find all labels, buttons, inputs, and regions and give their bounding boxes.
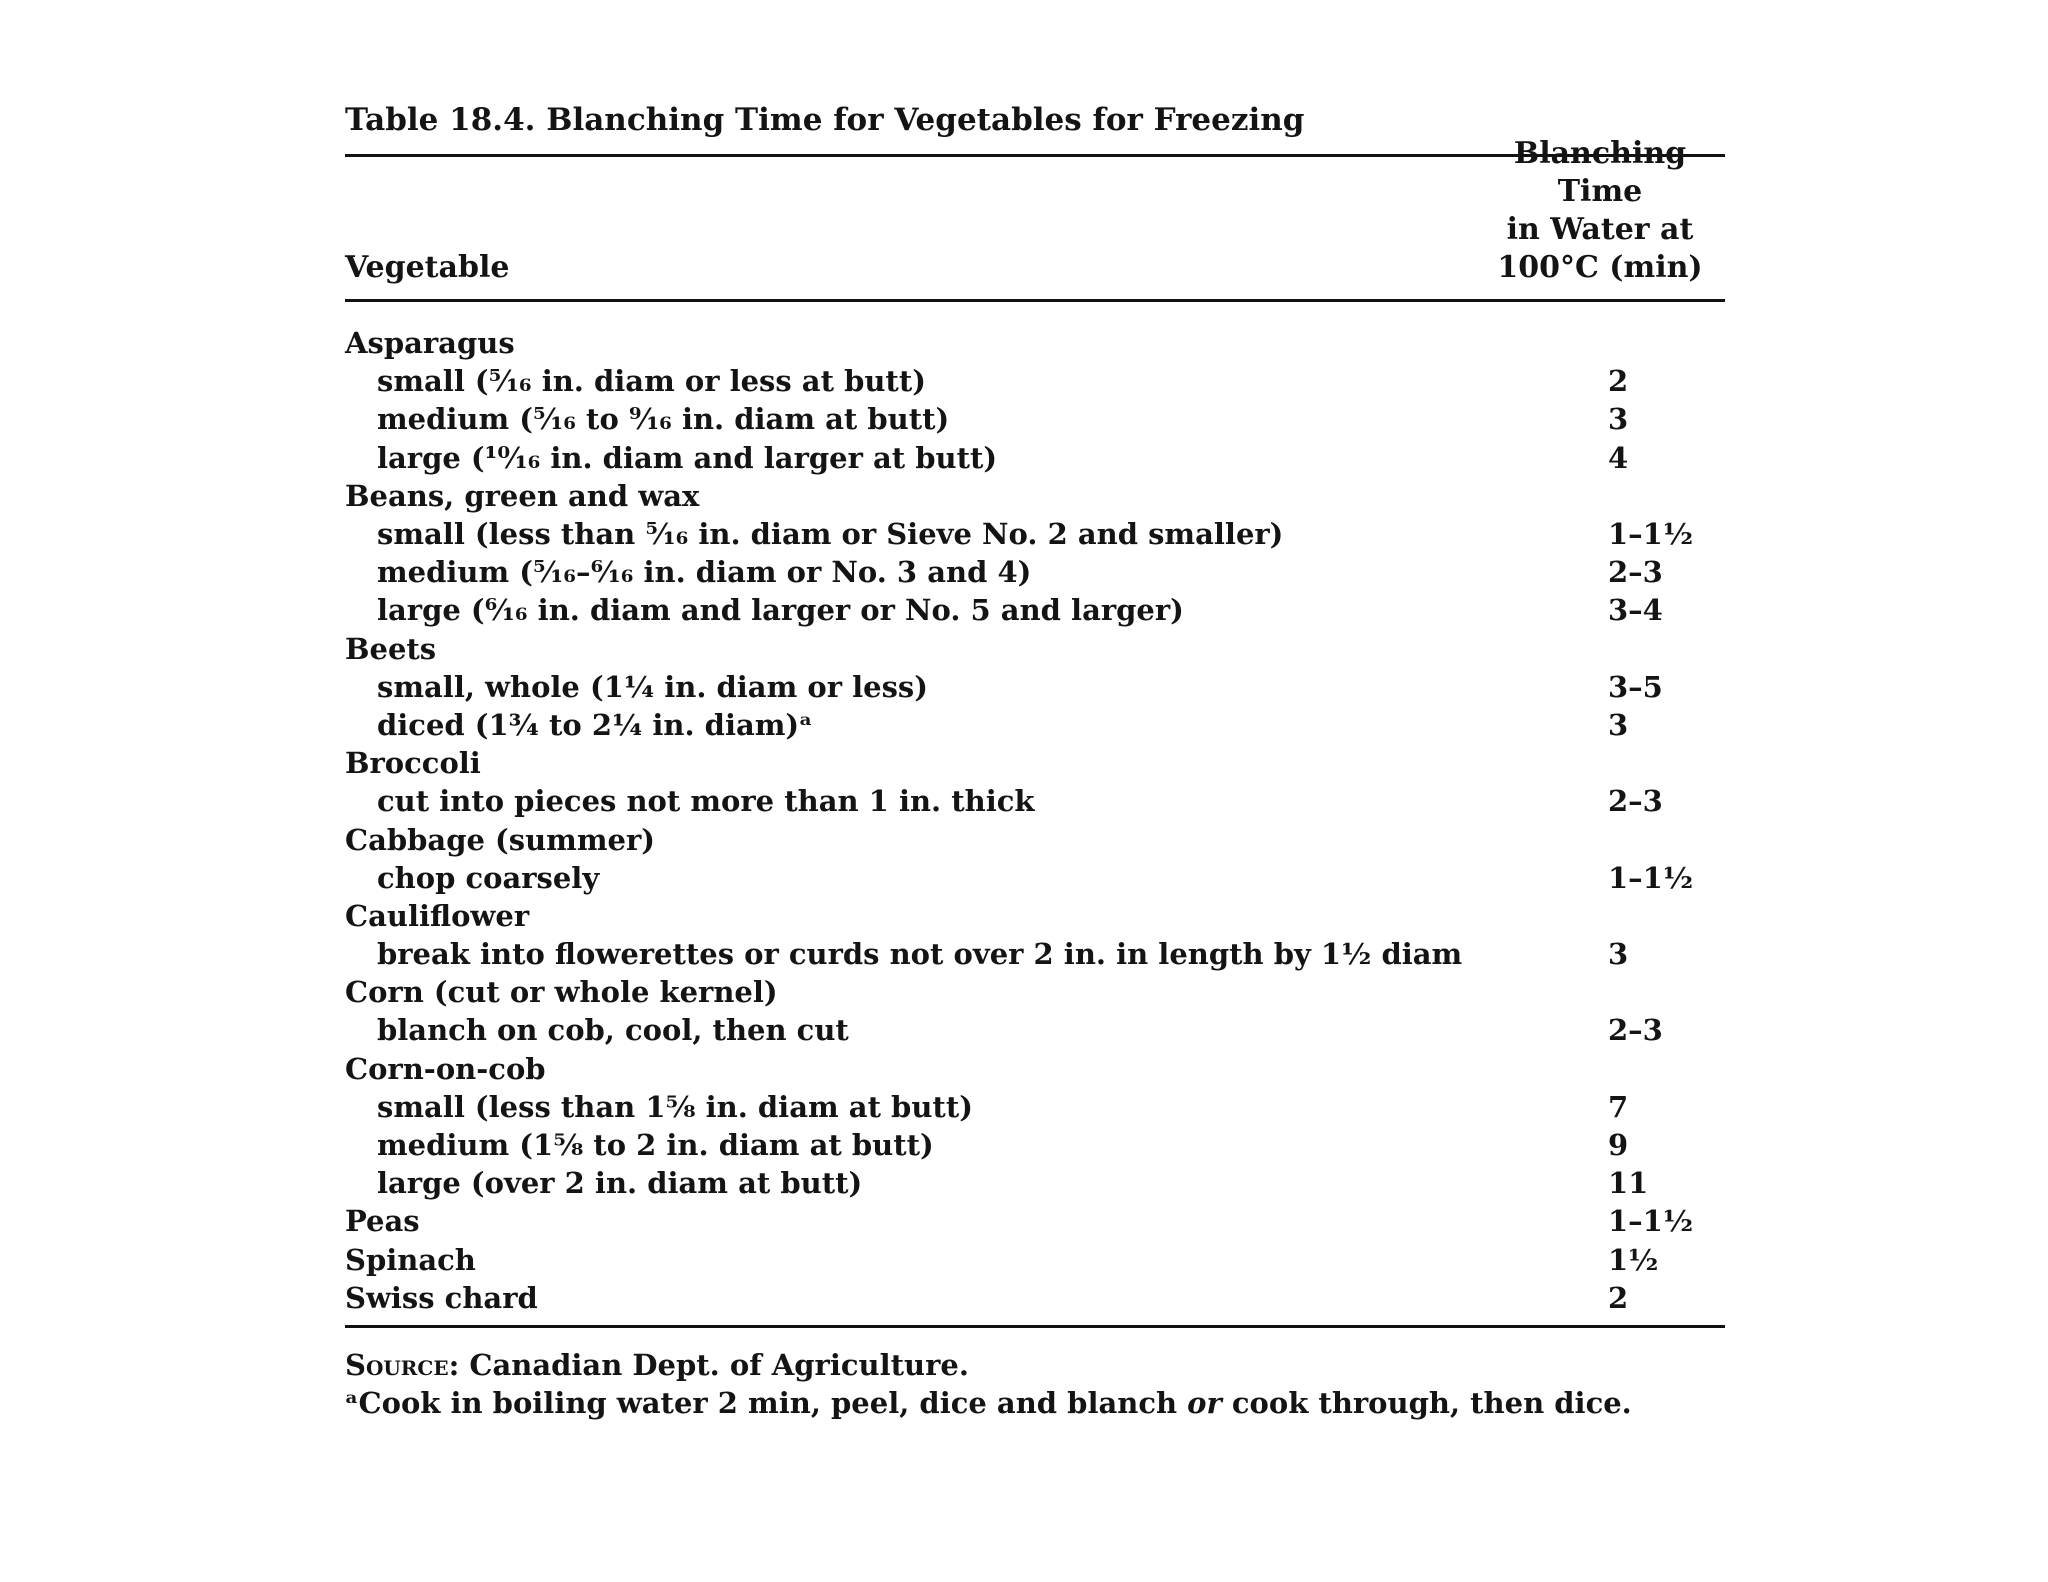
footnote-text-post: cook through, then dice. xyxy=(1221,1385,1632,1420)
row-value: 2–3 xyxy=(1608,555,1663,590)
source-note xyxy=(345,1346,1725,1384)
row-value: 2–3 xyxy=(1608,784,1663,819)
row-value: 2–3 xyxy=(1608,1013,1663,1048)
row-label: small (⁵⁄₁₆ in. diam or less at butt) xyxy=(377,364,926,399)
row-label: Broccoli xyxy=(345,746,481,781)
row-value: 1–1½ xyxy=(1608,860,1694,895)
footnote xyxy=(345,1384,1725,1422)
table-subrow xyxy=(345,859,1725,897)
table-row xyxy=(345,897,1725,935)
table-row xyxy=(345,324,1725,362)
row-label: large (over 2 in. diam at butt) xyxy=(377,1166,863,1201)
row-label: Spinach xyxy=(345,1242,476,1277)
row-value: 3 xyxy=(1608,707,1629,742)
row-label: blanch on cob, cool, then cut xyxy=(377,1013,849,1048)
row-label: break into flowerettes or curds not over 2 in. in length by 1½ diam xyxy=(377,937,1463,972)
table-subrow xyxy=(345,668,1725,706)
row-value: 7 xyxy=(1608,1089,1629,1124)
table-subrow xyxy=(345,362,1725,400)
row-value: 3 xyxy=(1608,402,1629,437)
row-value: 9 xyxy=(1608,1128,1629,1163)
row-value: 1–1½ xyxy=(1608,1204,1694,1239)
table-subrow xyxy=(345,706,1725,744)
header-time-line-1: Blanching Time xyxy=(1513,136,1687,209)
header-vegetable: Vegetable xyxy=(345,250,510,285)
table-subrow xyxy=(345,935,1725,973)
header-time-line-2: in Water at xyxy=(1506,212,1694,247)
row-value: 2 xyxy=(1608,1280,1629,1315)
row-value: 3–4 xyxy=(1608,593,1663,628)
header-time-line-3: 100°C (min) xyxy=(1497,250,1703,285)
table-row xyxy=(345,1279,1725,1317)
header-blanching-time xyxy=(1475,135,1725,287)
table-row xyxy=(345,820,1725,858)
row-label: large (¹⁰⁄₁₆ in. diam and larger at butt) xyxy=(377,440,998,475)
table-subrow xyxy=(345,1164,1725,1202)
table-row xyxy=(345,1241,1725,1279)
table-row xyxy=(345,1050,1725,1088)
footnote-text-pre: Cook in boiling water 2 min, peel, dice and blanch xyxy=(358,1385,1188,1420)
row-label: Corn (cut or whole kernel) xyxy=(345,975,778,1010)
table-subrow xyxy=(345,1088,1725,1126)
table-subrow xyxy=(345,400,1725,438)
document-page xyxy=(345,100,1725,1422)
table-subrow xyxy=(345,1011,1725,1049)
table-subrow xyxy=(345,439,1725,477)
table-subrow xyxy=(345,782,1725,820)
row-label: diced (1¾ to 2¼ in. diam)ᵃ xyxy=(377,707,813,742)
row-label: small (less than 1⅝ in. diam at butt) xyxy=(377,1089,973,1124)
row-value: 11 xyxy=(1608,1166,1649,1201)
table-row xyxy=(345,477,1725,515)
footnote-marker: ᵃ xyxy=(345,1385,359,1420)
row-label: small, whole (1¼ in. diam or less) xyxy=(377,669,928,704)
row-value: 3 xyxy=(1608,937,1629,972)
table-row xyxy=(345,630,1725,668)
table-subrow xyxy=(345,1126,1725,1164)
table-header xyxy=(345,136,1725,299)
row-label: medium (⁵⁄₁₆ to ⁹⁄₁₆ in. diam at butt) xyxy=(377,402,950,437)
row-label: Peas xyxy=(345,1204,420,1239)
table-row xyxy=(345,973,1725,1011)
table-row xyxy=(345,744,1725,782)
footnote-text-em: or xyxy=(1187,1385,1222,1420)
table-subrow xyxy=(345,515,1725,553)
row-label: medium (⁵⁄₁₆–⁶⁄₁₆ in. diam or No. 3 and 4) xyxy=(377,555,1032,590)
row-label: chop coarsely xyxy=(377,860,600,895)
table-row xyxy=(345,1202,1725,1240)
row-label: Corn-on-cob xyxy=(345,1051,546,1086)
table-title: Table 18.4. Blanching Time for Vegetables for Freezing xyxy=(345,102,1305,138)
row-label: small (less than ⁵⁄₁₆ in. diam or Sieve No. 2 and smaller) xyxy=(377,517,1284,552)
row-label: Cauliflower xyxy=(345,898,530,933)
table-subrow xyxy=(345,553,1725,591)
table-footer xyxy=(345,1328,1725,1422)
source-text: Canadian Dept. of Agriculture. xyxy=(459,1347,969,1382)
row-value: 1½ xyxy=(1608,1242,1659,1277)
table-subrow xyxy=(345,591,1725,629)
row-value: 3–5 xyxy=(1608,669,1663,704)
row-value: 2 xyxy=(1608,364,1629,399)
source-label: Source: xyxy=(345,1347,460,1382)
row-label: large (⁶⁄₁₆ in. diam and larger or No. 5 and larger) xyxy=(377,593,1184,628)
row-label: Swiss chard xyxy=(345,1280,538,1315)
row-label: medium (1⅝ to 2 in. diam at butt) xyxy=(377,1128,934,1163)
row-label: Asparagus xyxy=(345,326,515,361)
row-label: Beans, green and wax xyxy=(345,478,700,513)
table-body xyxy=(345,302,1725,1325)
row-value: 1–1½ xyxy=(1608,517,1694,552)
row-label: Cabbage (summer) xyxy=(345,822,655,857)
row-value: 4 xyxy=(1608,440,1629,475)
row-label: Beets xyxy=(345,631,437,666)
row-label: cut into pieces not more than 1 in. thick xyxy=(377,784,1035,819)
